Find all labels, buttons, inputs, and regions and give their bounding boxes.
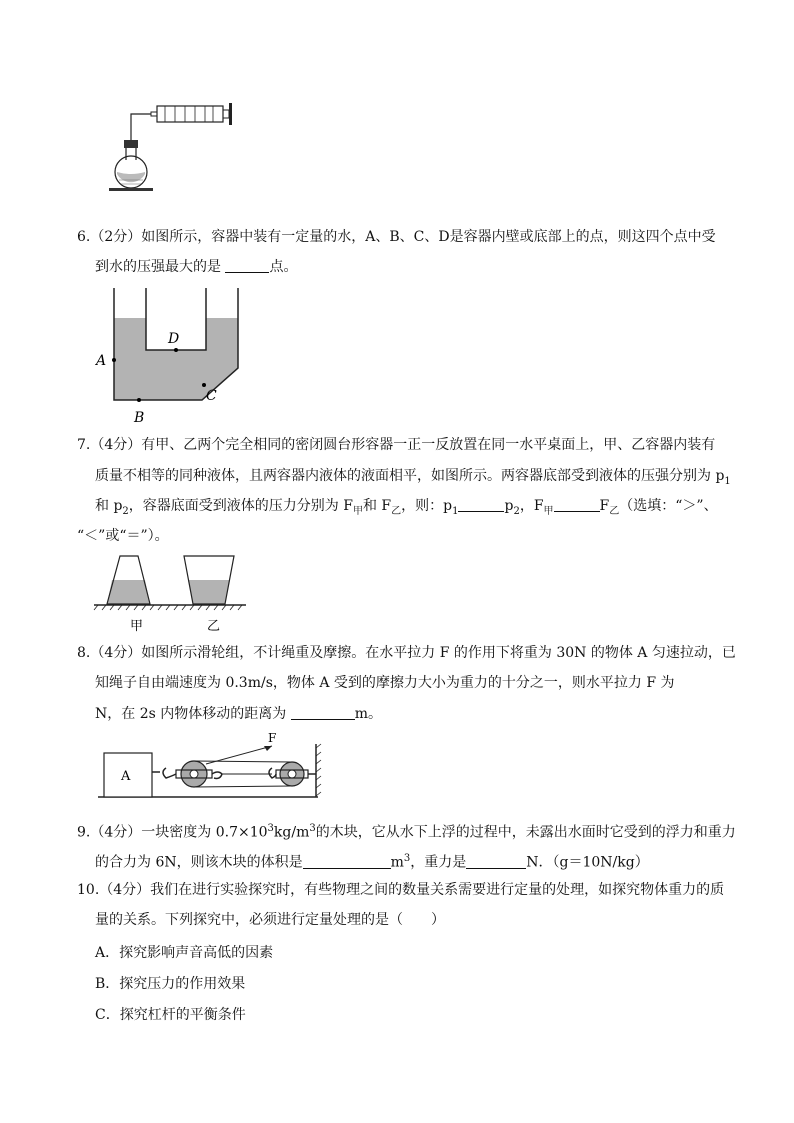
label-c: C xyxy=(206,388,217,404)
q10-option-c[interactable]: C．探究杠杆的平衡条件 xyxy=(95,1007,246,1023)
q10-line2: 量的关系。下列探究中，必须进行定量处理的是（ ） xyxy=(95,912,445,928)
point-c xyxy=(202,383,206,387)
point-b xyxy=(137,398,141,402)
point-a xyxy=(112,358,116,362)
label-block-a: A xyxy=(121,769,131,784)
label-yi: 乙 xyxy=(207,619,221,634)
q7-line2: 质量不相等的同种液体，且两容器内液体的液面相平，如图所示。两容器底部受到液体的压强分别为 $p_1$ xyxy=(95,468,731,487)
q7-line3: 和 $p_2$，容器底面受到液体的压力分别为 $F_甲$和 $F_乙$，则：$p_1$ $p_2$，$F_甲$ $F_乙$（选填：“＞”、 xyxy=(95,498,718,517)
q8-distance-blank[interactable] xyxy=(291,705,355,720)
q10-option-b[interactable]: B．探究压力的作用效果 xyxy=(95,976,246,992)
q6-line1: 6.（2分）如图所示，容器中装有一定量的水，A、B、C、D是容器内壁或底部上的点，则这四个点中受 xyxy=(77,229,716,245)
q7-force-blank[interactable] xyxy=(554,497,600,512)
q9-volume-blank[interactable] xyxy=(303,854,391,869)
point-d xyxy=(174,348,178,352)
frustum-containers-figure xyxy=(92,552,252,634)
q8-line2: 知绳子自由端速度为 0.3m/s，物体 A 受到的摩擦力大小为重力的十分之一，则水平拉力 F 为 xyxy=(95,675,675,691)
q8-line3: N，在 2s 内物体移动的距离为 m。 xyxy=(95,706,382,722)
container-figure xyxy=(92,284,252,426)
q7-line1: 7.（4分）有甲、乙两个完全相同的密闭圆台形容器一正一反放置在同一水平桌面上，甲、乙容器内装有 xyxy=(77,437,716,453)
flask-syringe-figure xyxy=(105,100,245,192)
q10-option-a[interactable]: A．探究影响声音高低的因素 xyxy=(95,945,274,961)
pulley-figure xyxy=(96,728,326,808)
q7-line4: “＜”或“＝”）。 xyxy=(77,528,169,544)
q8-line1: 8.（4分）如图所示滑轮组，不计绳重及摩擦。在水平拉力 F 的作用下将重为 30N 的物体 A 匀速拉动，已 xyxy=(77,645,736,661)
q9-gravity-blank[interactable] xyxy=(466,854,526,869)
q10-line1: 10.（4分）我们在进行实验探究时，有些物理之间的数量关系需要进行定量的处理，如探究物体重力的质 xyxy=(77,882,725,898)
label-force-f: F xyxy=(268,731,277,745)
q9-line1: 9.（4分）一块密度为 $0.7\times 10^3kg/m^3$的木块，它从水下上浮的过程中，未露出水面时它受到的浮力和重力 xyxy=(77,823,736,841)
q9-line2: 的合力为 6N，则该木块的体积是 $m^3$，重力是 N．（g＝10N/kg） xyxy=(95,853,649,871)
label-d: D xyxy=(168,331,180,347)
q6-line2: 到水的压强最大的是 点。 xyxy=(95,259,298,275)
label-a: A xyxy=(96,353,107,369)
q7-pressure-blank[interactable] xyxy=(458,497,504,512)
q6-answer-blank[interactable] xyxy=(225,258,269,273)
label-b: B xyxy=(134,410,145,426)
label-jia: 甲 xyxy=(130,619,144,634)
